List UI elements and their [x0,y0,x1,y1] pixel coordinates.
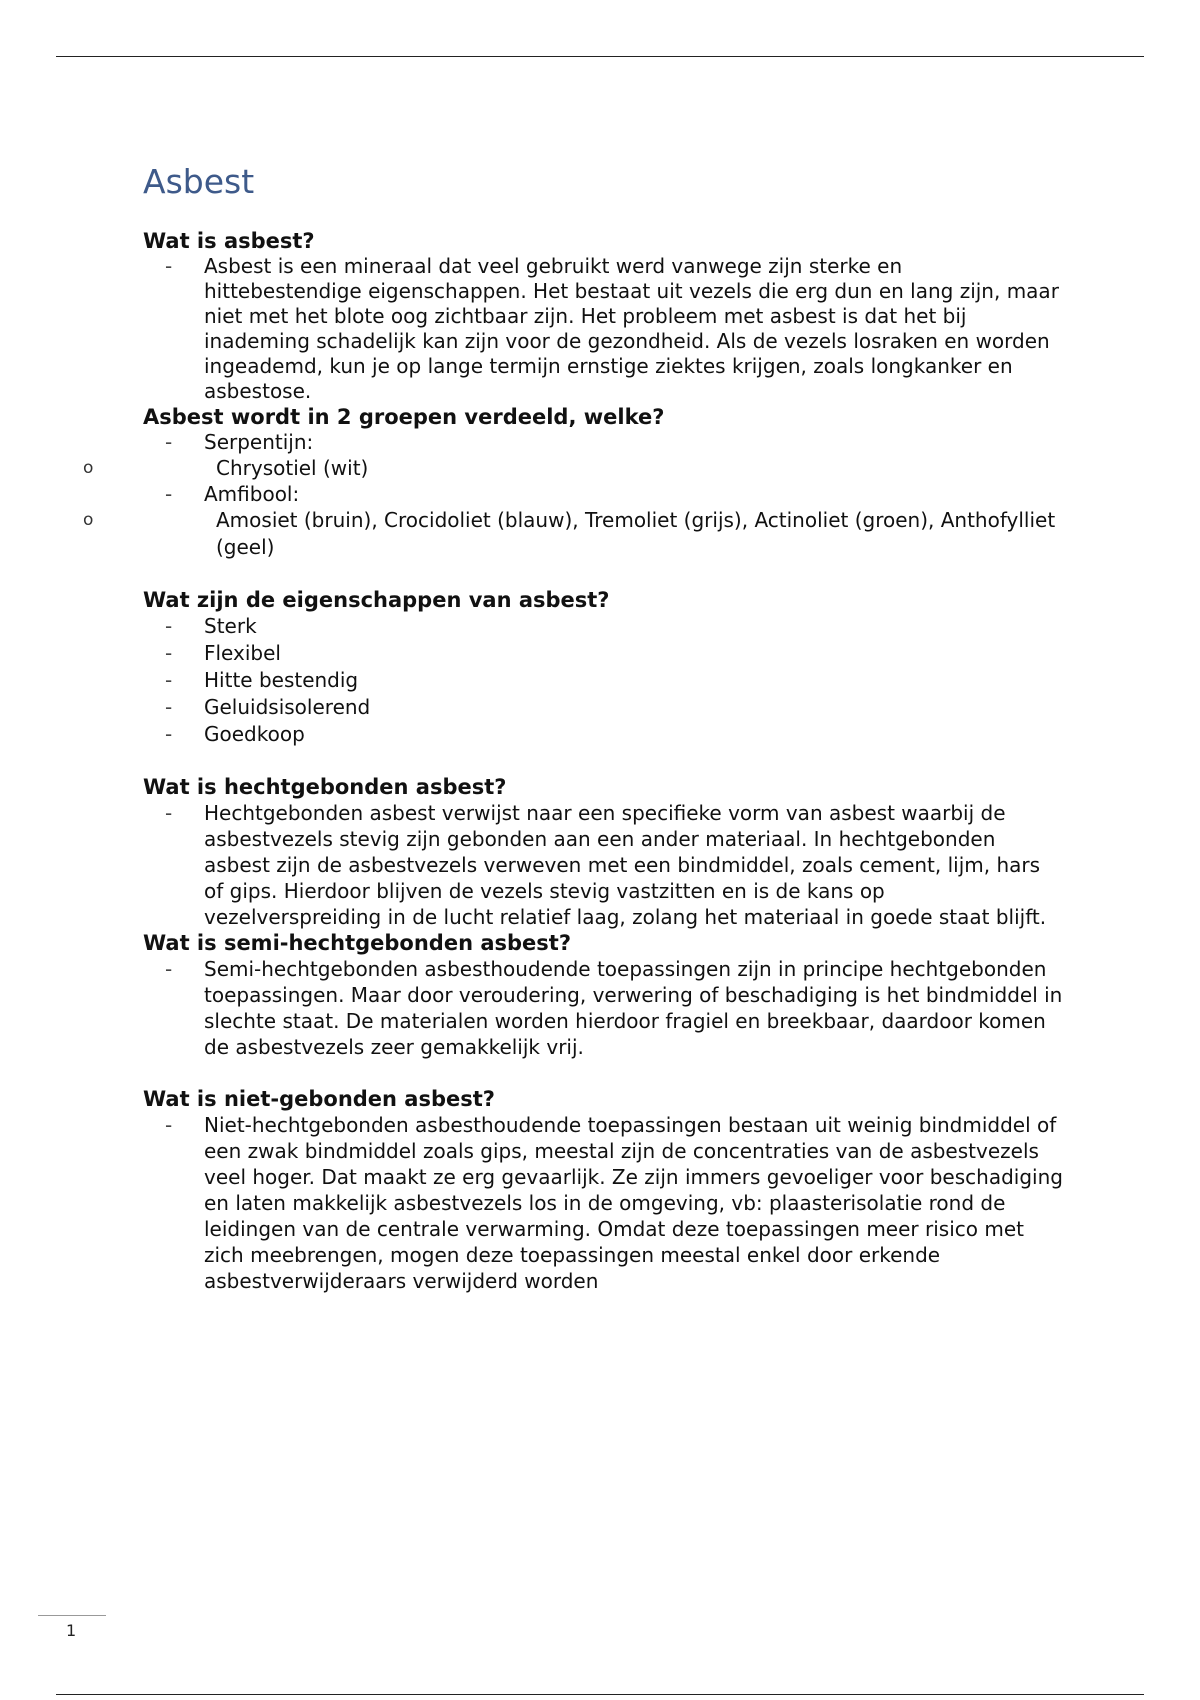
spacer [143,748,1063,774]
section-heading: Asbest wordt in 2 groepen verdeeld, welke? [143,405,665,429]
list-item: - Niet-hechtgebonden asbesthoudende toepassingen bestaan uit weinig bindmiddel of een zwak bindmiddel zoals gips, meestal zijn de concentraties van de asbestvezels veel hoger. Dat maakt ze erg gevaarlijk. Ze zijn immers gevoeliger voor beschadiging en laten makkelijk asbestvezels los in de omgeving, vb: plaasterisolatie rond de leidingen van de centrale verwarming. Omdat deze toepassingen meer risico met zich meebrengen, mogen deze toepassingen meestal enkel door erkende asbestverwijderaars verwijderd worden [143,1112,1063,1294]
footer-rule [56,1694,1144,1695]
list-item: - Flexibel [143,640,1063,667]
dash-list [143,613,1063,748]
list-item: - Semi-hechtgebonden asbesthoudende toepassingen zijn in principe hechtgebonden toepassingen. Maar door veroudering, verwering of beschadiging is het bindmiddel in slechte staat. De materialen worden hierdoor fragiel en breekbaar, daardoor komen de asbestvezels zeer gemakkelijk vrij. [143,956,1063,1060]
list-item: - Hitte bestendig [143,667,1063,694]
group-label: Serpentijn: [204,430,314,454]
list-item: - Hechtgebonden asbest verwijst naar een specifieke vorm van asbest waarbij de asbestvezels stevig zijn gebonden aan een ander materiaal. In hechtgebonden asbest zijn de asbestvezels verweven met een bindmiddel, zoals cement, lijm, hars of gips. Hierdoor blijven de vezels stevig vastzitten en is de kans op vezelverspreiding in de lucht relatief laag, zolang het materiaal in goede staat blijft. [143,800,1063,930]
spacer [143,561,1063,587]
document-body [143,160,1063,1294]
dash-list [143,254,1063,404]
dash-list [143,1112,1063,1294]
list-item [143,430,1063,482]
list-item: - Sterk [143,613,1063,640]
sub-list-item: o Chrysotiel (wit) [143,455,1063,482]
list-item: - Geluidsisolerend [143,694,1063,721]
dash-list [143,956,1063,1060]
dash-list [143,430,1063,561]
list-item: - Asbest is een mineraal dat veel gebruikt werd vanwege zijn sterke en hittebestendige eigenschappen. Het bestaat uit vezels die erg dun en lang zijn, maar niet met het blote oog zichtbaar zijn. Het probleem met asbest is dat het bij inademing schadelijk kan zijn voor de gezondheid. Als de vezels losraken en worden ingeademd, kun je op lange termijn ernstige ziektes krijgen, zoals longkanker en asbestose. [143,254,1063,404]
section-heading: Wat is semi-hechtgebonden asbest? [143,931,571,955]
group-label: Amfibool: [204,482,300,506]
section-heading: Wat is niet-gebonden asbest? [143,1087,495,1111]
list-item [143,482,1063,561]
sub-list [143,507,1063,561]
page-number: 1 [66,1621,77,1640]
sub-list [143,455,1063,482]
section-heading: Wat is asbest? [143,229,315,253]
document-title: Asbest [143,162,255,201]
sub-list-item: o Amosiet (bruin), Crocidoliet (blauw), Tremoliet (grijs), Actinoliet (groen), Anthofylliet (geel) [143,507,1063,561]
spacer [143,1060,1063,1086]
footer-separator [38,1615,106,1616]
list-item: - Goedkoop [143,721,1063,748]
dash-list [143,800,1063,930]
section-heading: Wat zijn de eigenschappen van asbest? [143,588,610,612]
section-heading: Wat is hechtgebonden asbest? [143,775,507,799]
header-rule [56,56,1144,57]
